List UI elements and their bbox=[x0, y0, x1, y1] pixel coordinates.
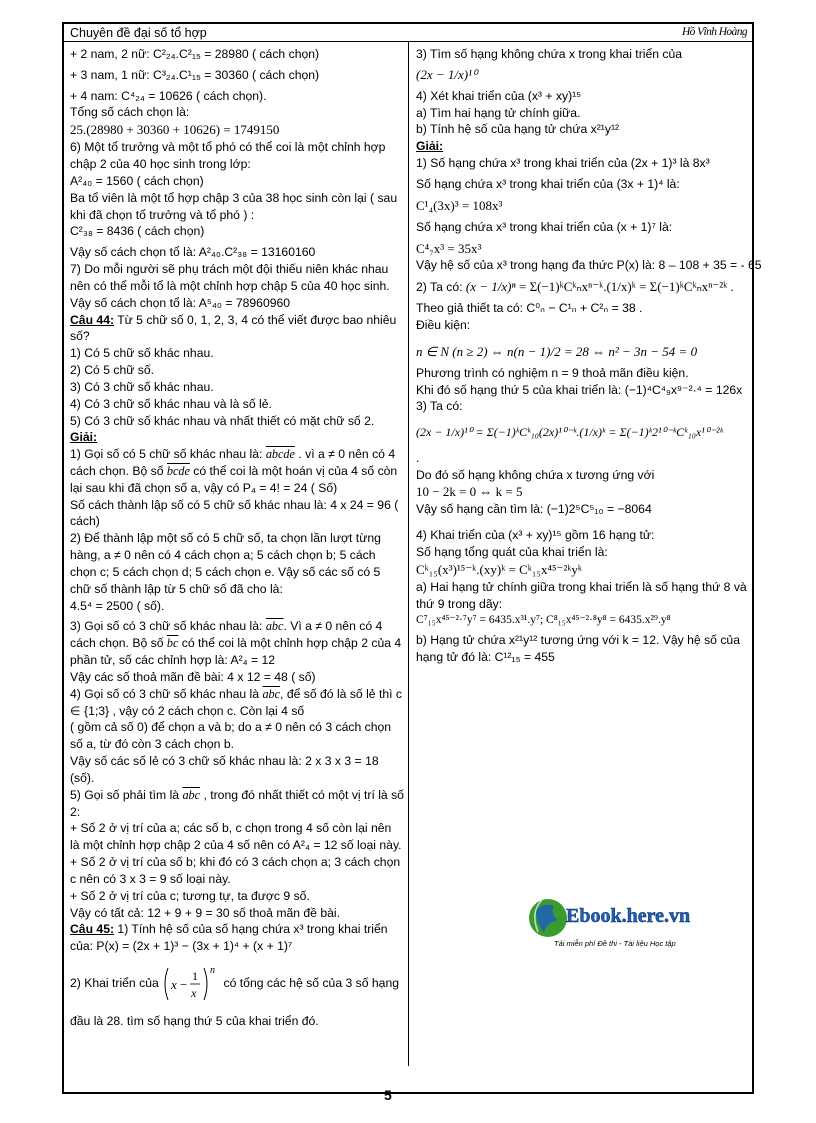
formula-line: C⁷₁₅x⁴⁵⁻²·⁷y⁷ = 6435.x³¹.y⁷; C⁸₁₅x⁴⁵⁻²·⁸y⁸ = 6435.x²⁹.y⁸ bbox=[416, 613, 671, 626]
page-header bbox=[64, 24, 752, 42]
overlined-number: $\overline{abc}$ bbox=[182, 787, 201, 802]
text-line: + Số 2 ở vị trí của c; tương tự, ta được 9 số. bbox=[70, 888, 310, 903]
formula-line: (2x − 1/x)¹⁰ = Σ(−1)ᵏCᵏ₁₀(2x)¹⁰⁻ᵏ.(1/x)ᵏ = Σ(−1)ᵏ2¹⁰⁻ᵏCᵏ₁₀x¹⁰⁻²ᵏ bbox=[416, 425, 723, 440]
question-text: 1) Tính hệ số của số hạng chứa x³ trong khai triển của: P(x) = (2x + 1)³ − (3x + 1)⁴ + (x + 1)⁷ bbox=[70, 922, 388, 954]
text-line: 1) Số hạng chứa x³ trong khai triển của (2x + 1)³ là 8x³ bbox=[416, 156, 710, 171]
formula-span: = Σ(−1)ᵏCᵏₙxⁿ⁻ᵏ.(1/x)ᵏ = Σ(−1)ᵏCᵏₙxⁿ⁻²ᵏ . bbox=[518, 279, 734, 295]
formula-line: 10 − 2k = 0 ⇔ k = 5 bbox=[416, 484, 523, 500]
text-line: Tổng số cách chọn là: bbox=[70, 105, 190, 120]
text-line: 3) Tìm số hạng không chứa x trong khai triển của bbox=[416, 47, 683, 61]
text-line: Số hạng chứa x³ trong khai triển của (3x + 1)⁴ là: bbox=[416, 176, 680, 191]
formula-minus: − bbox=[180, 977, 188, 992]
overlined-number: abcde bbox=[265, 447, 295, 462]
text-paragraph: a) Hai hạng tử chính giữa trong khai triển là số hạng thứ 8 và thứ 9 trong dãy: bbox=[416, 579, 747, 611]
list-item: 1) Có 5 chữ số khác nhau. bbox=[70, 346, 214, 361]
text-line: Vậy hệ số của x³ trong hạng đa thức P(x) là: 8 – 108 + 35 = - 65 bbox=[416, 258, 762, 273]
text-span: . vì a ≠ 0 nên có 4 cách chọn. Bộ số bbox=[70, 447, 396, 478]
formula-line: Cᵏ₁₅(x³)¹⁵⁻ᵏ.(xy)ᵏ = Cᵏ₁₅x⁴⁵⁻²ᵏyᵏ bbox=[416, 561, 582, 577]
text-paragraph: Vậy số các số lẻ có 3 chữ số khác nhau là: 2 x 3 x 3 = 18 (số). bbox=[70, 754, 379, 785]
list-item: 5) Có 3 chữ số khác nhau và nhất thiết có mặt chữ số 2. bbox=[70, 413, 375, 428]
text-line: 3) Ta có: bbox=[416, 399, 463, 414]
question-44 bbox=[70, 312, 404, 346]
text-line: + 2 nam, 2 nữ: C²₂₄.C²₁₅ = 28980 ( cách chọn) bbox=[70, 47, 320, 61]
text-line: Vậy số cách chọn tổ là: A²₄₀.C²₃₈ = 13160160 bbox=[70, 245, 316, 260]
text-line: Vậy số cách chọn tổ là: A⁵₄₀ = 78960960 bbox=[70, 295, 291, 310]
binomial-formula bbox=[162, 964, 220, 1004]
text-paragraph: Số cách thành lập số có 5 chữ số khác nhau là: 4 x 24 = 96 ( cách) bbox=[70, 497, 399, 529]
text-span: 3) Gọi số có 3 chữ số khác nhau là: bbox=[70, 619, 266, 634]
text-paragraph: 7) Do mỗi người sẽ phụ trách một đội thiếu niên khác nhau nên có thể mỗi tổ là một chỉnh hợp chập 5 của 40 học sinh. bbox=[70, 262, 390, 293]
text-span: có thể coi là một chỉnh hợp chập 2 của 4 phần tử, số các chỉnh hợp là: A²₄ = 12 bbox=[70, 636, 402, 668]
text-span: , trong đó nhất thiết có một vị trí là số 2: bbox=[70, 787, 404, 819]
list-item: 2) Có 5 chữ số. bbox=[70, 363, 155, 378]
formula-line: C²₃₈ = 8436 ( cách chọn) bbox=[70, 224, 205, 239]
text-paragraph: + Số 2 ở vị trí của số b; khi đó có 3 cách chọn a; 3 cách chọn c nên có 3 x 3 = 9 số loại này. bbox=[70, 855, 401, 886]
text-line: + 3 nam, 1 nữ: C³₂₄.C¹₁₅ = 30360 ( cách chọn) bbox=[70, 67, 320, 82]
solution-label: Giải: bbox=[416, 139, 444, 154]
overlined-number: $\overline{abc}$ bbox=[265, 619, 284, 634]
overlined-number: bcde bbox=[166, 463, 190, 478]
formula-line: n ∈ N (n ≥ 2) ⇔ n(n − 1)/2 = 28 ⇔ n² − 3n − 54 = 0 bbox=[416, 343, 698, 359]
question-label: Câu 44: bbox=[70, 312, 115, 327]
text-span: 5) Gọi số phải tìm là bbox=[70, 787, 183, 802]
text-paragraph: b) Hạng tử chứa x²¹y¹² tương ứng với k = 12. Vậy hệ số của hạng tử đó là: C¹²₁₅ = 455 bbox=[416, 633, 740, 665]
text-paragraph: + Số 2 ở vị trí của a; các số b, c chọn trong 4 số còn lại nên là một chỉnh hợp chập 2 của 4 số nên có A²₄ = 12 số loại này. bbox=[70, 821, 402, 853]
header-author: Hồ Vĩnh Hoàng bbox=[681, 26, 747, 38]
logo-tagline: Tải miễn phí Đề thi - Tài liệu Học tập bbox=[554, 939, 676, 948]
formula-x: x bbox=[171, 977, 177, 992]
text-span: 2) Khai triển của bbox=[70, 976, 163, 991]
text-span: 4) Gọi số có 3 chữ số khác nhau là bbox=[70, 686, 263, 701]
text-paragraph bbox=[70, 686, 404, 720]
list-item: 4) Có 3 chữ số khác nhau và là số lẻ. bbox=[70, 396, 272, 411]
formula-line bbox=[416, 278, 750, 296]
ebook-logo bbox=[524, 892, 692, 954]
page-frame bbox=[62, 22, 762, 1094]
question-45 bbox=[70, 921, 404, 955]
text-line: . bbox=[416, 450, 420, 465]
text-line bbox=[70, 964, 404, 1004]
formula-line: (2x − 1/x)¹⁰ bbox=[416, 66, 478, 82]
text-paragraph bbox=[70, 446, 404, 496]
header-title: Chuyên đề đại số tổ hợp bbox=[70, 26, 207, 40]
formula-line: 4.5⁴ = 2500 ( số). bbox=[70, 598, 165, 613]
text-line: Phương trình có nghiệm n = 9 thoả mãn điều kiện. bbox=[416, 365, 689, 380]
text-line: Số hạng tổng quát của khai triển là: bbox=[416, 545, 608, 560]
question-label: Câu 45: bbox=[70, 922, 115, 937]
text-line: Vậy các số thoả mãn đề bài: 4 x 12 = 48 ( số) bbox=[70, 669, 316, 684]
text-paragraph: 6) Một tổ trưởng và một tổ phó có thể coi là một chỉnh hợp chập 2 của 40 học sinh trong lớp: bbox=[70, 140, 386, 172]
text-line: đầu là 28. tìm số hạng thứ 5 của khai triển đó. bbox=[70, 1014, 319, 1028]
formula-line: C¹₄(3x)³ = 108x³ bbox=[416, 197, 503, 213]
text-span: có tổng các hệ số của 3 số hạng bbox=[223, 976, 400, 991]
formula-line: 25.(28980 + 30360 + 10626) = 1749150 bbox=[70, 122, 280, 138]
formula-line: C⁴₇x³ = 35x³ bbox=[416, 240, 482, 256]
text-line: 4) Khai triển của (x³ + xy)¹⁵ gồm 16 hạng tử: bbox=[416, 528, 655, 543]
left-column bbox=[70, 46, 404, 1030]
formula-numerator: 1 bbox=[192, 969, 199, 983]
text-span: 1) Gọi số có 5 chữ số khác nhau là: bbox=[70, 447, 266, 462]
text-line: + 4 nam: C⁴₂₄ = 10626 ( cách chọn). bbox=[70, 88, 267, 103]
overlined-number: $\overline{bc}$ bbox=[166, 636, 179, 651]
list-item: 3) Có 3 chữ số khác nhau. bbox=[70, 379, 214, 394]
text-line: Vậy số hạng cần tìm là: (−1)2⁵C⁵₁₀ = −8064 bbox=[416, 502, 652, 517]
column-divider bbox=[408, 42, 409, 1066]
text-line: b) Tính hệ số của hạng tử chứa x²¹y¹² bbox=[416, 122, 620, 137]
text-paragraph: ( gồm cả số 0) để chọn a và b; do a ≠ 0 nên có 3 cách chọn số a, từ đó còn 3 cách chọn b. bbox=[70, 720, 392, 752]
text-paragraph bbox=[70, 618, 404, 668]
text-span: có thể coi là một hoán vị của 4 số còn lại sau khi đã chọn số a, vậy có P₄ = 4! = 24 ( Số) bbox=[70, 463, 398, 495]
overlined-number: $\overline{abc}$ bbox=[262, 686, 281, 701]
formula-line: A²₄₀ = 1560 ( cách chọn) bbox=[70, 173, 204, 188]
text-paragraph: Ba tổ viên là một tổ hợp chập 3 của 38 học sinh còn lại ( sau khi đã chọn tổ trưởng và tổ phó ) : bbox=[70, 190, 398, 222]
text-paragraph: 2) Để thành lập một số có 5 chữ số, ta chọn lần lượt từng hàng, a ≠ 0 nên có 4 cách chọn a; 5 cách chọn b; 5 cách chọn c; 5 cách chọn d; 5 cách chọn e. Vậy số các số có 5 chữ số thành lập từ 5 chữ số đã cho là: bbox=[70, 531, 381, 596]
text-line: Theo giả thiết ta có: C⁰ₙ − C¹ₙ + C²ₙ = 38 . bbox=[416, 301, 643, 316]
question-text: Từ 5 chữ số 0, 1, 2, 3, 4 có thể viết được bao nhiêu số? bbox=[70, 312, 397, 344]
formula-denominator: x bbox=[191, 986, 197, 1000]
logo-brand: Ebook.here.vn bbox=[566, 905, 691, 927]
text-line: Khi đó số hạng thứ 5 của khai triển là: (−1)⁴C⁴₉x⁹⁻²·⁴ = 126x bbox=[416, 382, 743, 397]
text-span: . Vì a ≠ 0 nên có 4 cách chọn. Bộ số bbox=[70, 619, 383, 651]
formula-exponent: n bbox=[210, 965, 216, 976]
right-column bbox=[416, 46, 762, 666]
text-line: Điều kiện: bbox=[416, 318, 471, 333]
text-paragraph bbox=[70, 787, 404, 821]
page-number: 5 bbox=[384, 1087, 392, 1103]
solution-label: Giải: bbox=[70, 430, 98, 445]
text-span: , để số đó là số lẻ thì c ∈ {1;3} , vậy có 2 cách chọn c. Còn lại 4 số bbox=[70, 686, 402, 718]
text-line: Vậy có tất cả: 12 + 9 + 9 = 30 số thoả mãn đề bài. bbox=[70, 905, 340, 920]
text-line: Do đó số hạng không chứa x tương ứng với bbox=[416, 467, 655, 482]
text-line: 4) Xét khai triển của (x³ + xy)¹⁵ bbox=[416, 88, 582, 103]
text-line: Số hạng chứa x³ trong khai triển của (x + 1)⁷ là: bbox=[416, 219, 673, 234]
formula-span: (x − 1/x)ⁿ bbox=[465, 279, 516, 295]
text-line: a) Tìm hai hạng tử chính giữa. bbox=[416, 105, 581, 120]
text-span: 2) Ta có: bbox=[416, 280, 466, 295]
